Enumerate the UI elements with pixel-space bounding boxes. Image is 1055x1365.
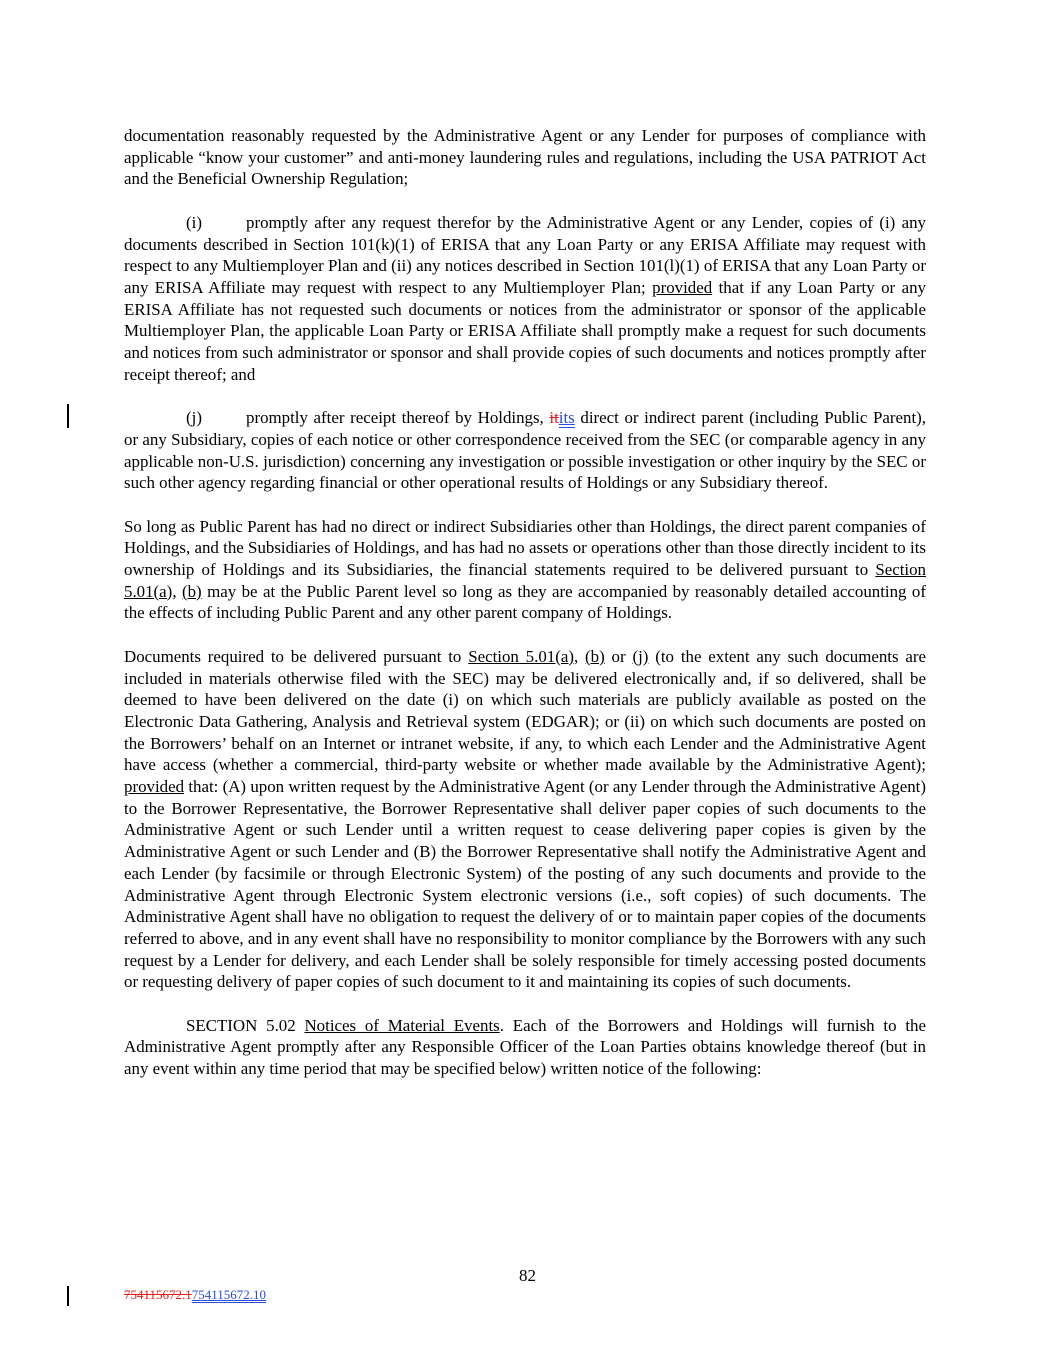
- doc-id-inserted: 754115672.10: [191, 1287, 267, 1302]
- body-text: [124, 125, 926, 1102]
- paragraph-i: (i) promptly after any request therefor by the Administrative Agent or any Lender, copies of (i) any documents described in Section 101(k)(1) of ERISA that any Loan Party or any ERISA Affiliate may request with respect to any Multiemployer Plan and (ii) any notices described in Section 101(l)(1) of ERISA that any Loan Party or any ERISA Affiliate may request with respect to any Multiemployer Plan; provided that if any Loan Party or any ERISA Affiliate has not requested such documents or notices from the administrator or sponsor of the applicable Multiemployer Plan, the applicable Loan Party or ERISA Affiliate shall promptly make a request for such documents and notices from such administrator or sponsor and shall provide copies of such documents and notices promptly after receipt thereof; and: [124, 212, 926, 384]
- section-title: Notices of Material Events: [304, 1015, 500, 1035]
- section-5-02: SECTION 5.02 Notices of Material Events. Each of the Borrowers and Holdings will furnish to the Administrative Agent promptly after any Responsible Officer of the Loan Parties obtains knowledge thereof (but in any event within any time period that may be specified below) written notice of the following:: [124, 1015, 926, 1079]
- paragraph-j: (j) promptly after receipt thereof by Holdings, itits direct or indirect parent (including Public Parent), or any Subsidiary, copies of each notice or other correspondence received from the SEC (or comparable agency in any applicable non-U.S. jurisdiction) concerning any investigation or possible investigation or other inquiry by the SEC or such other agency regarding financial or other operational results of Holdings or any Subsidiary thereof.: [124, 408, 926, 493]
- paragraph-public-parent: So long as Public Parent has had no direct or indirect Subsidiaries other than Holdings, the direct parent companies of Holdings, and the Subsidiaries of Holdings, and has had no assets or operations other than those directly incident to its ownership of Holdings and its Subsidiaries, the financial statements required to be delivered pursuant to Section 5.01(a), (b) may be at the Public Parent level so long as they are accompanied by reasonably detailed accounting of the effects of including Public Parent and any other parent company of Holdings.: [124, 516, 926, 623]
- doc-id-deleted: 754115672.1: [124, 1287, 192, 1302]
- section-reference: (b): [181, 581, 202, 601]
- section-reference: Section 5.01(a): [124, 560, 926, 601]
- deleted-text: it: [549, 408, 559, 428]
- section-reference: (j): [632, 646, 649, 666]
- page-number: 82: [519, 1266, 536, 1285]
- section-reference: (b): [585, 646, 605, 666]
- change-bar-footer: [67, 1286, 69, 1306]
- clause-label-j: (j): [186, 408, 202, 428]
- paragraph-documents-delivery: Documents required to be delivered pursuant to Section 5.01(a), (b) or (j) (to the extent any such documents are included in materials otherwise filed with the SEC) may be delivered electronically and, if so delivered, shall be deemed to have been delivered on the date (i) on which such materials are publicly available as posted on the Electronic Data Gathering, Analysis and Retrieval system (EDGAR); or (ii) on which such documents are posted on the Borrowers’ behalf on an Internet or intranet website, if any, to which each Lender and the Administrative Agent have access (whether a commercial, third-party website or whether made available by the Administrative Agent); provided that: (A) upon written request by the Administrative Agent (or any Lender through the Administrative Agent) to the Borrower Representative, the Borrower Representative shall deliver paper copies of such documents to the Administrative Agent or such Lender until a written request to cease delivering paper copies is given by the Administrative Agent or such Lender and (B) the Borrower Representative shall notify the Administrative Agent and each Lender (by facsimile or through Electronic System) of the posting of any such documents and provide to the Administrative Agent through Electronic System electronic versions (i.e., soft copies) of such documents. The Administrative Agent shall have no obligation to request the delivery of or to maintain paper copies of the documents referred to above, and in any event shall have no responsibility to monitor compliance by the Borrowers with any such request by a Lender for delivery, and each Lender shall be solely responsible for timely accessing posted documents or requesting delivery of paper copies of such document to it and maintaining its copies of such documents.: [124, 646, 926, 992]
- inserted-text: its: [558, 408, 575, 428]
- change-bar-j: [67, 404, 69, 428]
- section-heading: SECTION 5.02: [186, 1015, 305, 1035]
- document-id: [124, 1287, 266, 1303]
- clause-label-i: (i): [186, 212, 202, 232]
- paragraph-continuation: documentation reasonably requested by the Administrative Agent or any Lender for purposes of compliance with applicable “know your customer” and anti-money laundering rules and regulations, including the USA PATRIOT Act and the Beneficial Ownership Regulation;: [124, 126, 926, 189]
- provided-term: provided: [124, 777, 185, 797]
- provided-term: provided: [652, 277, 713, 297]
- section-reference: Section 5.01(a): [468, 646, 574, 666]
